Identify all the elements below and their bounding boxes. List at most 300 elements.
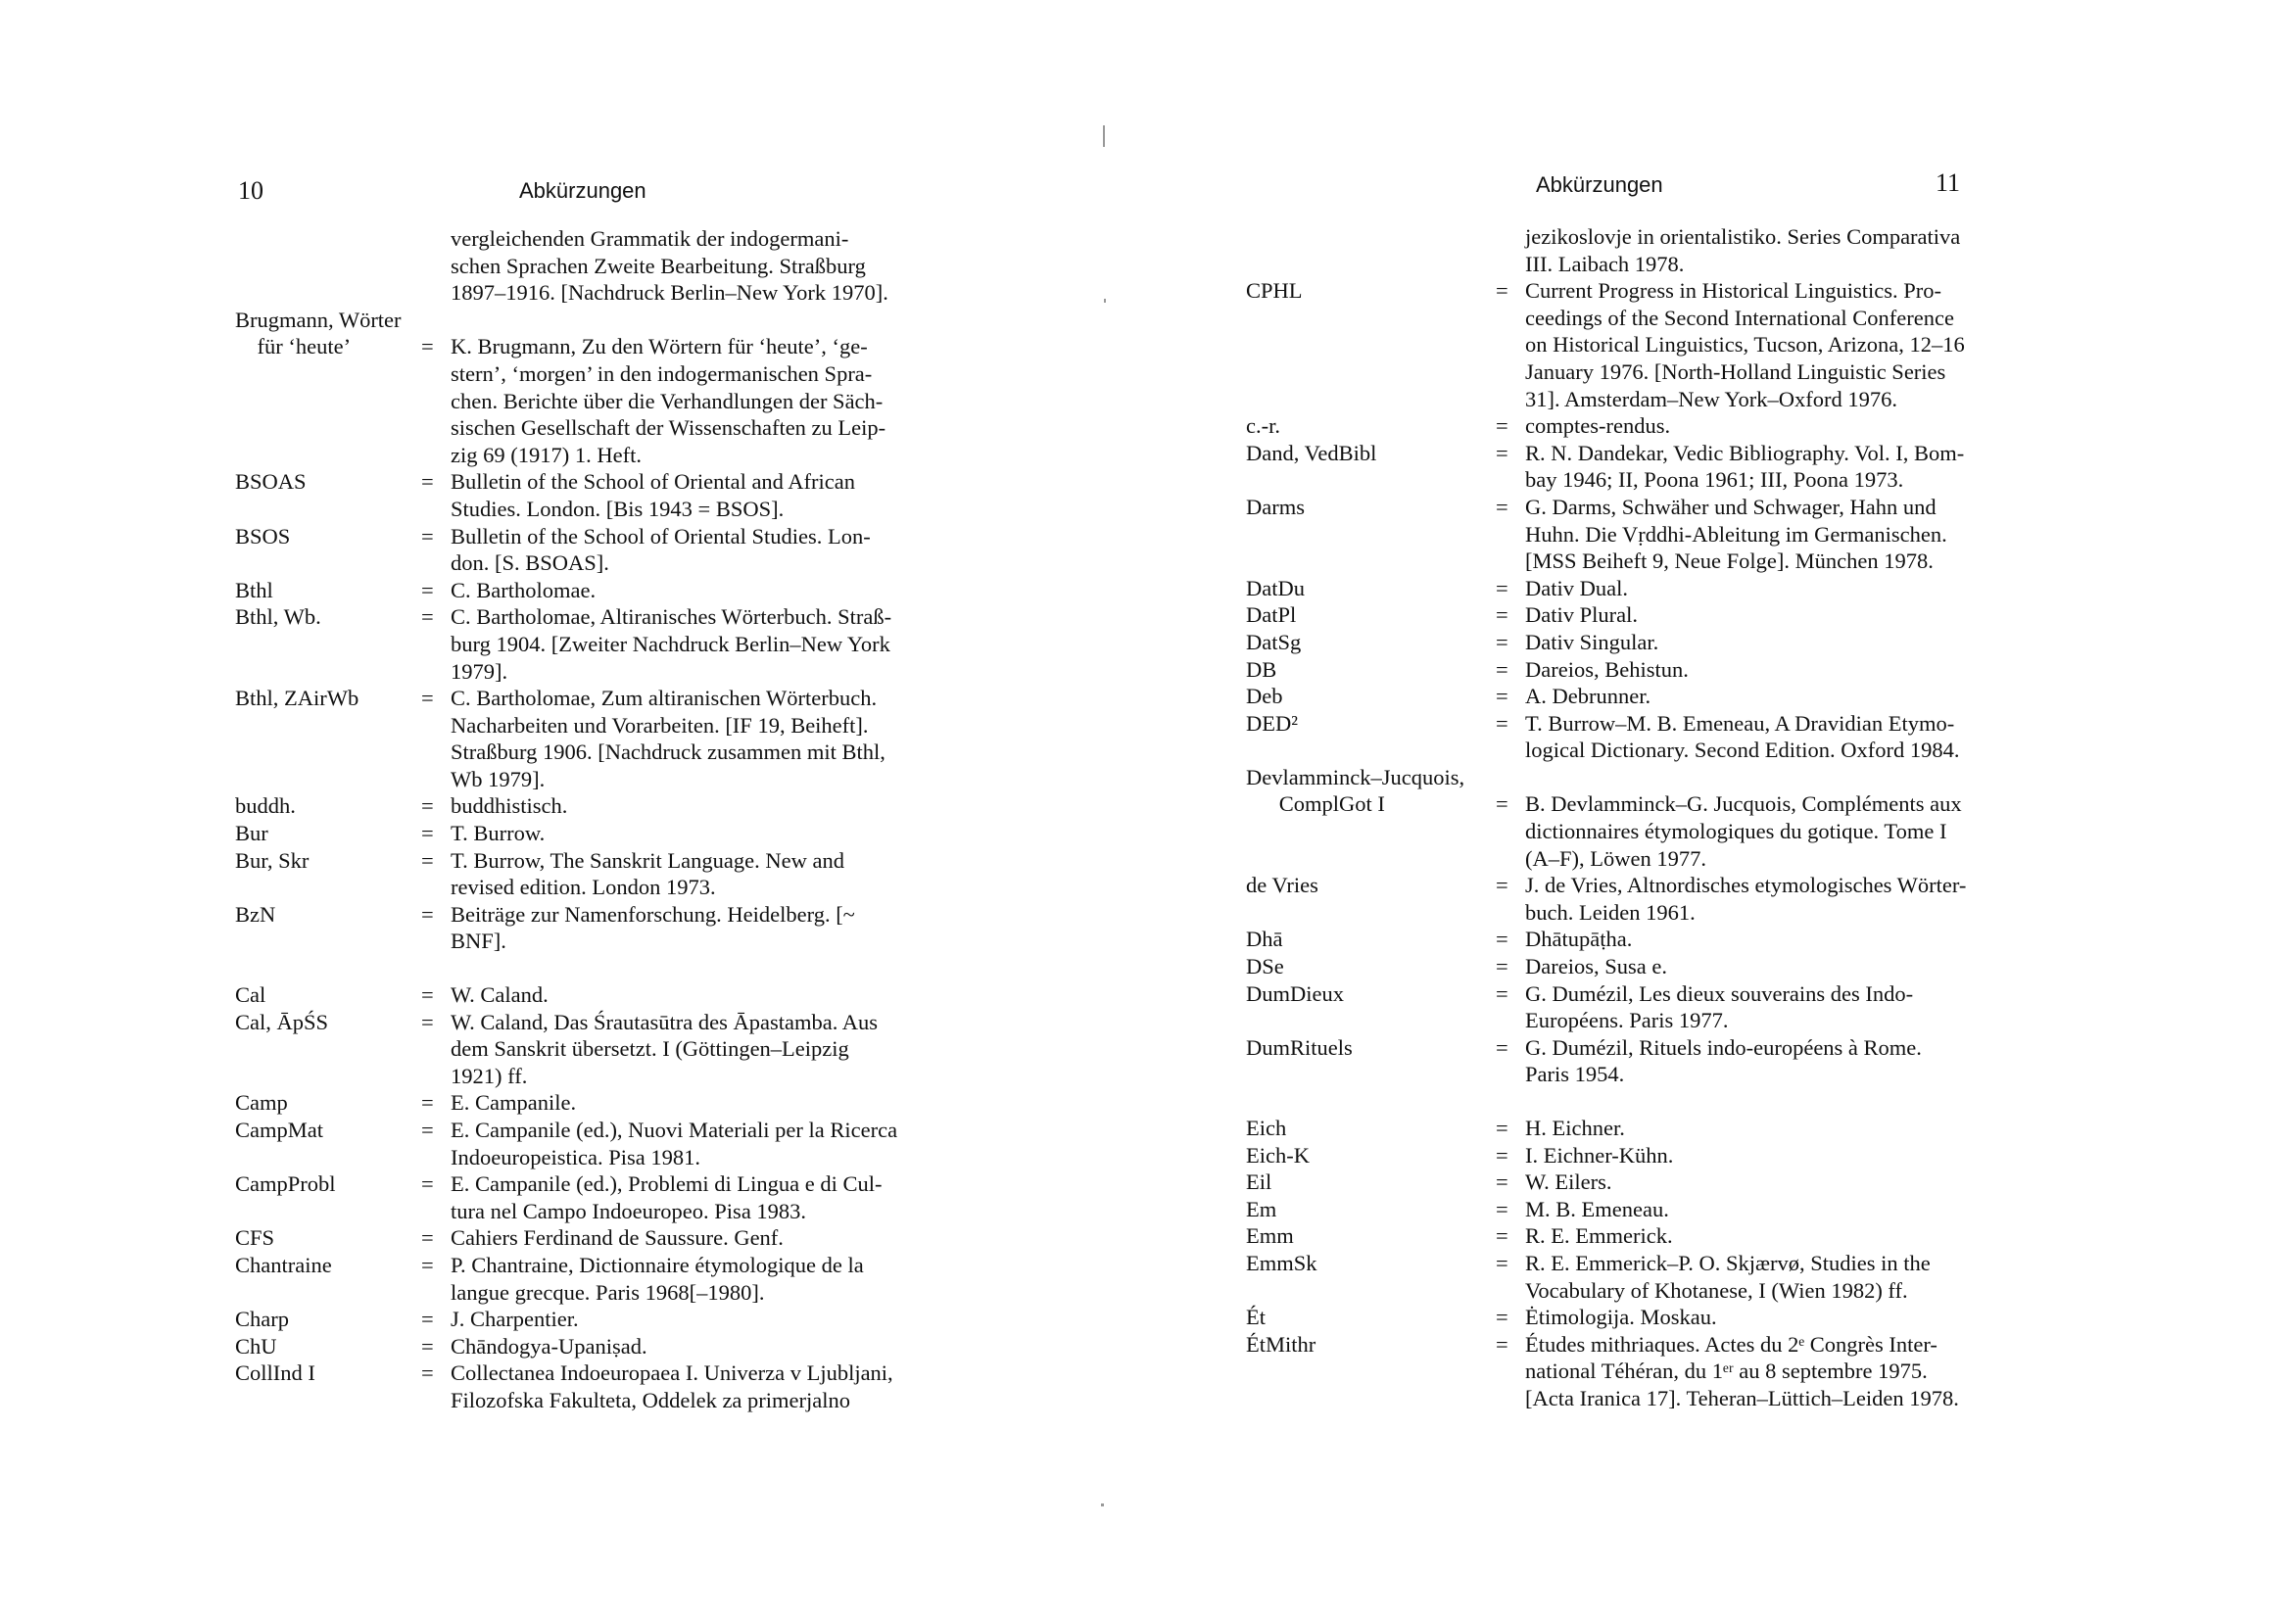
gutter-mark [1101, 1503, 1104, 1506]
abbreviation-entry [235, 685, 950, 792]
equals-sign: = [1496, 873, 1508, 898]
abbreviation-term [235, 820, 268, 847]
definition-line: 1897–1916. [Nachdruck Berlin–New York 1970]. [451, 280, 888, 306]
abbreviation-entry [1246, 1196, 1990, 1223]
equals-sign: = [1496, 413, 1508, 439]
abbreviation-line: Dhā [1246, 927, 1283, 952]
abbreviation-term [1246, 953, 1284, 980]
definition-line: Dareios, Susa e. [1525, 954, 1667, 979]
entry-definition [451, 523, 948, 577]
running-head: Abkürzungen [519, 178, 646, 203]
equals-sign: = [1496, 494, 1508, 519]
equals-sign: = [421, 982, 434, 1008]
definition-line: don. [S. BSOAS]. [451, 550, 609, 576]
abbreviation-term [1246, 440, 1376, 467]
abbreviation-term [1246, 1304, 1266, 1331]
abbreviation-term [1246, 277, 1303, 305]
definition-line: Beiträge zur Namenforschung. Heidelberg. [~ [451, 901, 855, 927]
definition-line: III. Laibach 1978. [1525, 251, 1685, 276]
abbreviation-line: DatDu [1246, 575, 1305, 600]
definition-line: Indoeuropeistica. Pisa 1981. [451, 1144, 700, 1169]
abbreviation-term [235, 847, 309, 875]
definition-line: January 1976. [North-Holland Linguistic Series [1525, 358, 1946, 384]
abbreviation-term [235, 1306, 289, 1333]
definition-line: Cahiers Ferdinand de Saussure. Genf. [451, 1225, 784, 1251]
page-number: 11 [1936, 168, 1961, 197]
abbreviation-entry [1246, 980, 1990, 1034]
equals-sign: = [421, 577, 434, 602]
abbreviation-term [1246, 872, 1318, 899]
abbreviation-entry [1246, 1304, 1990, 1331]
definition-line: M. B. Emeneau. [1525, 1196, 1669, 1221]
abbreviation-line: c.-r. [1246, 413, 1280, 439]
entry-definition [1525, 575, 1990, 602]
abbreviation-entry [235, 820, 950, 847]
definition-line: jezikoslovje in orientalistiko. Series Comparativa [1525, 224, 1961, 249]
definition-line: E. Campanile (ed.), Nuovi Materiali per la Ricerca [451, 1118, 898, 1142]
equals-sign: = [1496, 710, 1508, 736]
abbreviation-line: CampMat [235, 1118, 323, 1142]
definition-line: R. N. Dandekar, Vedic Bibliography. Vol. I, Bom- [1525, 440, 1965, 465]
abbreviation-term [1246, 575, 1305, 602]
abbreviation-term [235, 577, 273, 604]
abbreviation-term [1246, 980, 1344, 1008]
entry-definition [1525, 1115, 1990, 1142]
abbreviation-line: Darms [1246, 494, 1305, 519]
entry-definition [1525, 629, 1990, 656]
equals-sign: = [1496, 575, 1508, 600]
abbreviation-term [1246, 1034, 1353, 1062]
definition-line: Collectanea Indoeuropaea I. Univerza v Ljubljani, [451, 1360, 893, 1386]
equals-sign: = [1496, 1196, 1508, 1221]
definition-line: zig 69 (1917) 1. Heft. [451, 442, 642, 467]
definition-line: P. Chantraine, Dictionnaire étymologique de la [451, 1252, 864, 1277]
abbreviation-line: Emm [1246, 1223, 1294, 1249]
definition-line: Européens. Paris 1977. [1525, 1008, 1729, 1033]
entry-definition [1525, 683, 1990, 710]
definition-line: H. Eichner. [1525, 1116, 1625, 1140]
abbreviation-line: CollInd I [235, 1360, 315, 1386]
definition-line: buch. Leiden 1961. [1525, 899, 1696, 925]
abbreviation-entry [1246, 1222, 1990, 1250]
definition-line: Dativ Dual. [1525, 575, 1628, 600]
equals-sign: = [421, 334, 434, 359]
abbreviation-term [235, 1009, 328, 1036]
definition-line: W. Caland. [451, 982, 549, 1008]
abbreviation-term [235, 981, 265, 1009]
equals-sign: = [421, 523, 434, 549]
definition-line: BNF]. [451, 929, 506, 954]
equals-sign: = [1496, 1305, 1508, 1330]
definition-line: stern’, ‘morgen’ in den indogermanischen Spra- [451, 360, 873, 386]
abbreviation-term [1246, 764, 1464, 818]
abbreviation-line: EmmSk [1246, 1250, 1317, 1275]
abbreviation-term [235, 1333, 277, 1360]
definition-line: bay 1946; II, Poona 1961; III, Poona 1973. [1525, 467, 1904, 493]
definition-line: R. E. Emmerick. [1525, 1223, 1673, 1249]
definition-line: Vocabulary of Khotanese, I (Wien 1982) ff. [1525, 1277, 1908, 1303]
abbreviation-line: BSOAS [235, 469, 307, 495]
abbreviation-line: ChU [235, 1333, 277, 1359]
equals-sign: = [421, 469, 434, 495]
abbreviation-line: BSOS [235, 523, 291, 549]
equals-sign: = [421, 1118, 434, 1142]
abbreviation-entry [1246, 683, 1990, 710]
definition-line: I. Eichner-Kühn. [1525, 1142, 1674, 1168]
abbreviation-line: CFS [235, 1225, 275, 1251]
entry-definition [1525, 1169, 1990, 1196]
definition-line: logical Dictionary. Second Edition. Oxford 1984. [1525, 738, 1960, 763]
abbreviation-entry [1246, 656, 1990, 684]
abbreviation-term [235, 685, 359, 712]
abbreviation-entry [235, 1117, 950, 1170]
abbreviation-entry [1246, 629, 1990, 656]
abbreviation-term [1246, 710, 1298, 738]
page-number: 10 [238, 176, 263, 205]
abbreviation-line: Eich-K [1246, 1142, 1310, 1168]
definition-line: schen Sprachen Zweite Bearbeitung. Straßburg [451, 253, 866, 278]
abbreviation-entry [1246, 1034, 1990, 1088]
abbreviation-entry [1246, 494, 1990, 575]
definition-line: W. Caland, Das Śrautasūtra des Āpastamba. Aus [451, 1009, 878, 1034]
abbreviation-term [235, 603, 321, 631]
equals-sign: = [1496, 980, 1508, 1006]
entry-definition [451, 1224, 948, 1252]
abbreviation-entry [1246, 872, 1990, 926]
definition-line: chen. Berichte über die Verhandlungen der Säch- [451, 388, 884, 413]
entry-definition [1525, 1196, 1990, 1223]
entry-list [235, 225, 950, 1414]
equals-sign: = [421, 1333, 434, 1359]
entry-list [1246, 223, 1990, 1412]
abbreviation-line: Eil [1246, 1169, 1272, 1195]
entry-definition [1525, 1142, 1990, 1169]
definition-line: Straßburg 1906. [Nachdruck zusammen mit Bthl, [451, 739, 885, 765]
abbreviation-line: Eich [1246, 1116, 1287, 1140]
definition-line: E. Campanile. [451, 1090, 577, 1116]
definition-line: Ėtimologija. Moskau. [1525, 1305, 1717, 1330]
abbreviation-entry [1246, 953, 1990, 980]
abbreviation-term [235, 523, 290, 550]
equals-sign: = [421, 901, 434, 927]
entry-definition [451, 685, 948, 792]
entry-definition [451, 820, 948, 847]
abbreviation-line: Em [1246, 1196, 1277, 1221]
definition-line: T. Burrow–M. B. Emeneau, A Dravidian Etymo- [1525, 710, 1955, 736]
abbreviation-line: de Vries [1246, 873, 1318, 898]
entry-definition [1525, 1304, 1990, 1331]
abbreviation-line: buddh. [235, 793, 296, 819]
definition-line: Bulletin of the School of Oriental and African [451, 469, 856, 495]
entry-definition [1525, 277, 1990, 412]
entry-definition [451, 1117, 948, 1170]
abbreviation-line: Ét [1246, 1305, 1266, 1330]
definition-line: T. Burrow. [451, 821, 546, 846]
abbreviation-entry [235, 523, 950, 577]
definition-line: comptes-rendus. [1525, 413, 1671, 439]
entry-definition [1525, 764, 1990, 872]
entry-definition [451, 1170, 948, 1224]
abbreviation-line: Bthl [235, 577, 273, 602]
equals-sign: = [1496, 656, 1508, 682]
definition-line: J. Charpentier. [451, 1307, 579, 1332]
abbreviation-term [1246, 1115, 1286, 1142]
abbreviation-entry [235, 847, 950, 901]
abbreviation-entry [235, 792, 950, 820]
abbreviation-line: für ‘heute’ [235, 334, 352, 359]
abbreviation-term [235, 1360, 315, 1387]
definition-line: revised edition. London 1973. [451, 875, 716, 900]
equals-sign: = [421, 1090, 434, 1116]
abbreviation-term [235, 468, 307, 496]
equals-sign: = [1496, 1142, 1508, 1168]
definition-line: Current Progress in Historical Linguistics. Pro- [1525, 278, 1941, 304]
abbreviation-term [235, 1089, 288, 1117]
equals-sign: = [1496, 1169, 1508, 1195]
equals-sign: = [421, 1252, 434, 1277]
abbreviation-entry [235, 1306, 950, 1333]
equals-sign: = [1496, 1116, 1508, 1140]
definition-line: burg 1904. [Zweiter Nachdruck Berlin–New York [451, 631, 890, 656]
definition-line: Dativ Plural. [1525, 602, 1638, 628]
equals-sign: = [1496, 278, 1508, 304]
definition-line: Paris 1954. [1525, 1062, 1625, 1087]
abbreviation-line: DumDieux [1246, 980, 1344, 1006]
abbreviation-entry [235, 1224, 950, 1252]
abbreviation-line: ÉtMithr [1246, 1331, 1316, 1357]
abbreviation-line: Dand, VedBibl [1246, 440, 1377, 465]
definition-line: on Historical Linguistics, Tucson, Arizona, 12–16 [1525, 332, 1965, 358]
entry-definition [1525, 1331, 1990, 1412]
abbreviation-entry [235, 981, 950, 1009]
entry-definition [1525, 601, 1990, 629]
equals-sign: = [421, 847, 434, 873]
entry-definition [1525, 953, 1990, 980]
abbreviation-entry [1246, 601, 1990, 629]
definition-line: W. Eilers. [1525, 1169, 1612, 1195]
entry-definition [1525, 710, 1990, 764]
abbreviation-line: ComplGot I [1246, 791, 1385, 817]
abbreviation-line: DSe [1246, 954, 1284, 979]
entry-definition [451, 1252, 948, 1306]
abbreviation-term [235, 1170, 336, 1198]
entry-definition [1525, 412, 1990, 440]
equals-sign: = [421, 1360, 434, 1386]
entry-definition [451, 1089, 948, 1117]
definition-line: 1979]. [451, 658, 508, 684]
equals-sign: = [1496, 927, 1508, 952]
definition-line: [MSS Beiheft 9, Neue Folge]. München 1978. [1525, 549, 1934, 574]
definition-line: Dativ Singular. [1525, 629, 1659, 654]
definition-line: dictionnaires étymologiques du gotique. Tome I [1525, 819, 1947, 844]
abbreviation-line: Camp [235, 1090, 288, 1116]
abbreviation-entry [235, 1089, 950, 1117]
abbreviation-term [235, 1117, 323, 1144]
abbreviation-term [1246, 1331, 1315, 1359]
abbreviation-line: Cal [235, 982, 266, 1008]
definition-line: K. Brugmann, Zu den Wörtern für ‘heute’, ‘ge- [451, 334, 868, 359]
abbreviation-entry [1246, 1142, 1990, 1169]
definition-line: G. Dumézil, Rituels indo-européens à Rome. [1525, 1034, 1922, 1060]
abbreviation-term [235, 901, 275, 929]
abbreviation-term [1246, 656, 1276, 684]
abbreviation-term [1246, 1250, 1317, 1277]
abbreviation-term [1246, 1169, 1271, 1196]
definition-line: G. Dumézil, Les dieux souverains des Indo- [1525, 980, 1914, 1006]
equals-sign: = [1496, 1250, 1508, 1275]
entry-definition [1525, 1034, 1990, 1088]
abbreviation-line: DatPl [1246, 602, 1297, 628]
entry-definition [1525, 656, 1990, 684]
entry-definition [1525, 223, 1990, 277]
entry-definition [451, 468, 948, 522]
abbreviation-term [235, 792, 296, 820]
abbreviation-line: Bthl, ZAirWb [235, 686, 359, 711]
abbreviation-entry [235, 1170, 950, 1224]
abbreviation-entry [235, 307, 950, 469]
abbreviation-entry [1246, 440, 1990, 494]
abbreviation-term [1246, 1196, 1276, 1223]
definition-line: C. Bartholomae, Zum altiranischen Wörterbuch. [451, 686, 878, 711]
abbreviation-entry [1246, 277, 1990, 412]
entry-definition [1525, 494, 1990, 575]
definition-line: A. Debrunner. [1525, 684, 1651, 709]
equals-sign: = [1496, 1223, 1508, 1249]
abbreviation-term [235, 1224, 274, 1252]
abbreviation-entry [1246, 710, 1990, 764]
definition-line: C. Bartholomae. [451, 577, 597, 602]
entry-definition [451, 981, 948, 1009]
abbreviation-line: DatSg [1246, 629, 1302, 654]
abbreviation-entry [235, 577, 950, 604]
definition-line: (A–F), Löwen 1977. [1525, 845, 1706, 871]
abbreviation-entry [235, 1009, 950, 1090]
abbreviation-line: DED² [1246, 710, 1298, 736]
definition-line: sischen Gesellschaft der Wissenschaften zu Leip- [451, 415, 886, 441]
abbreviation-line: Deb [1246, 684, 1283, 709]
entry-definition [1525, 1222, 1990, 1250]
abbreviation-entry [1246, 575, 1990, 602]
definition-line: Dareios, Behistun. [1525, 656, 1689, 682]
definition-line: C. Bartholomae, Altiranisches Wörterbuch. Straß- [451, 604, 892, 630]
definition-line: buddhistisch. [451, 793, 568, 819]
running-head: Abkürzungen [1536, 172, 1663, 197]
entry-definition [451, 603, 948, 685]
equals-sign: = [421, 1225, 434, 1251]
abbreviation-line: Charp [235, 1307, 289, 1332]
entry-definition [451, 847, 948, 901]
definition-line: tura nel Campo Indoeuropeo. Pisa 1983. [451, 1198, 807, 1223]
abbreviation-term [1246, 1142, 1310, 1169]
abbreviation-term [1246, 1222, 1294, 1250]
abbreviation-entry [1246, 764, 1990, 872]
equals-sign: = [1496, 684, 1508, 709]
definition-line: Bulletin of the School of Oriental Studies. Lon- [451, 523, 871, 549]
definition-line: [Acta Iranica 17]. Teheran–Lüttich–Leiden 1978. [1525, 1385, 1959, 1410]
equals-sign: = [421, 793, 434, 819]
equals-sign: = [1496, 440, 1508, 465]
abbreviation-term [1246, 629, 1301, 656]
gutter-mark [1104, 299, 1106, 303]
continued-entry [1246, 223, 1990, 277]
abbreviation-term [1246, 683, 1283, 710]
abbreviation-line: Cal, ĀpŚS [235, 1009, 329, 1034]
abbreviation-line: Devlamminck–Jucquois, [1246, 764, 1465, 789]
abbreviation-entry [235, 468, 950, 522]
equals-sign: = [1496, 629, 1508, 654]
equals-sign: = [421, 1171, 434, 1197]
definition-line: Wb 1979]. [451, 766, 546, 791]
equals-sign: = [1496, 954, 1508, 979]
abbreviation-line: CampProbl [235, 1171, 336, 1197]
abbreviation-term [235, 1252, 332, 1279]
definition-line: G. Darms, Schwäher und Schwager, Hahn und [1525, 494, 1937, 519]
abbreviation-entry [1246, 1250, 1990, 1304]
abbreviation-term [235, 307, 402, 360]
abbreviation-line: Bur, Skr [235, 847, 310, 873]
right-page [1148, 0, 2296, 1622]
entry-definition [451, 225, 948, 307]
equals-sign: = [1496, 1331, 1508, 1357]
entry-definition [451, 1333, 948, 1360]
definition-line: vergleichenden Grammatik der indogermani- [451, 226, 849, 251]
abbreviation-line: Chantraine [235, 1252, 332, 1277]
definition-line: 31]. Amsterdam–New York–Oxford 1976. [1525, 386, 1897, 411]
entry-definition [451, 901, 948, 955]
definition-line: Studies. London. [Bis 1943 = BSOS]. [451, 496, 785, 521]
definition-line: Dhātupāṭha. [1525, 927, 1633, 952]
abbreviation-line: BzN [235, 901, 276, 927]
abbreviation-entry [1246, 412, 1990, 440]
entry-definition [451, 1360, 948, 1413]
definition-line: ceedings of the Second International Conference [1525, 305, 1954, 330]
definition-line: Chāndogya-Upaniṣad. [451, 1333, 647, 1359]
equals-sign: = [421, 821, 434, 846]
abbreviation-entry [1246, 926, 1990, 953]
equals-sign: = [421, 1307, 434, 1332]
abbreviation-entry [235, 901, 950, 955]
abbreviation-entry [1246, 1115, 1990, 1142]
abbreviation-line: Brugmann, Wörter [235, 307, 402, 332]
entry-definition [1525, 440, 1990, 494]
equals-sign: = [1496, 791, 1508, 817]
abbreviation-term [1246, 926, 1283, 953]
gutter-mark [1103, 125, 1105, 147]
entry-definition [1525, 980, 1990, 1034]
abbreviation-line: DB [1246, 656, 1277, 682]
definition-line: langue grecque. Paris 1968[–1980]. [451, 1279, 765, 1305]
definition-line: E. Campanile (ed.), Problemi di Lingua e di Cul- [451, 1171, 883, 1197]
entry-definition [451, 792, 948, 820]
entry-definition [451, 307, 948, 469]
equals-sign: = [421, 604, 434, 630]
entry-definition [451, 577, 948, 604]
continued-entry [235, 225, 950, 307]
entry-definition [451, 1009, 948, 1090]
abbreviation-entry [235, 1252, 950, 1306]
abbreviation-entry [235, 603, 950, 685]
abbreviation-line: CPHL [1246, 278, 1303, 304]
definition-line: national Téhéran, du 1ᵉʳ au 8 septembre 1975. [1525, 1359, 1928, 1384]
definition-line: dem Sanskrit übersetzt. I (Göttingen–Leipzig [451, 1036, 849, 1062]
abbreviation-line: DumRituels [1246, 1034, 1353, 1060]
entry-definition [1525, 872, 1990, 926]
equals-sign: = [1496, 602, 1508, 628]
equals-sign: = [1496, 1034, 1508, 1060]
definition-line: Huhn. Die Vṛddhi-Ableitung im Germanischen. [1525, 521, 1947, 547]
abbreviation-entry [235, 1333, 950, 1360]
abbreviation-entry [1246, 1331, 1990, 1412]
